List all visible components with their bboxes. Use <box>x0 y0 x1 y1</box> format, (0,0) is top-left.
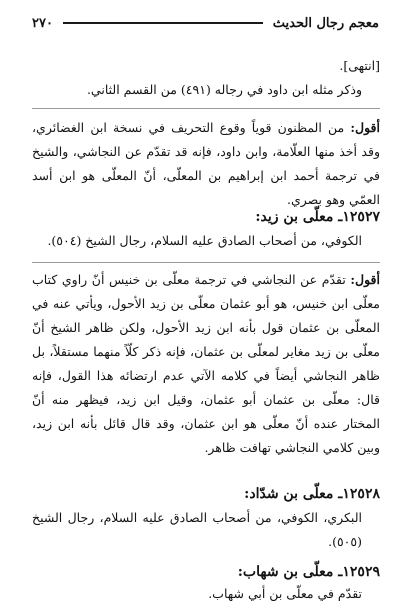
entry-desc-12528: البكري، الكوفي، من أصحاب الصادق عليه السلام، رجال الشيخ (٥٠٥). <box>32 510 362 549</box>
header-rule <box>63 22 263 24</box>
end-quote-marker: [انتهى]. <box>339 58 380 73</box>
ibn-dawud-line: وذكر مثله ابن داود في رجاله (٤٩١) من القسم الثاني. <box>86 82 362 97</box>
entry-desc-12527: الكوفي، من أصحاب الصادق عليه السلام، رجال الشيخ (٥٠٤). <box>47 233 362 248</box>
comment-text: تقدّم عن النجاشي في ترجمة معلّى بن خنيس أنّ راوي كتاب معلّى ابن خنيس، هو أبو عثمان معلّى بن زيد الأحول، ويأتي عنه في المعلّى بن عثمان قول بأنه ابن زيد الأحول، ولكن ظاهر الشيخ أنّ معلّى بن زيد مغاير لمعلّى بن عثمان، فإنه ذكر كلّاً منهما مستقلاً، بل ظاهر النجاشي أيضاً في كلامه الآتي عدم ارتضائه هذا القول، فإنه قال: معلّى بن عثمان أبو عثمان، وقيل ابن زيد، فيظهر منه أنّ المختار عنده أنّ معلّى هو ابن عثمان، وقد قال قائل بأنه ابن زيد، وبين كلامي النجاشي تهافت ظاهر. <box>32 272 380 455</box>
page-header <box>32 12 379 34</box>
note-paragraph <box>32 116 380 212</box>
section-divider <box>32 108 380 109</box>
entry-heading-12529: ١٢٥٢٩ـ معلّى بن شهاب: <box>237 564 380 580</box>
entry-comment-12527 <box>32 268 380 460</box>
entry-heading-12527: ١٢٥٢٧ـ معلّى بن زيد: <box>255 209 380 225</box>
entry-desc-12529: تقدّم في معلّى بن أبي شهاب. <box>208 586 362 601</box>
top-text <box>32 54 380 102</box>
running-title: معجم رجال الحديث <box>272 15 379 31</box>
note-text: من المظنون قوياً وقوع التحريف في نسخة ابن الغضائري، وقد أخذ منها العلّامة، وابن داود، فإنه قد تقدّم عن النجاشي، والشيخ في ترجمة أحمد ابن إبراهيم بن المعلّى، أنّ المعلّى هو ابن أسد العمّي وهو بصري. <box>32 120 380 207</box>
comment-label: أقول: <box>350 272 380 287</box>
entry-heading-12528: ١٢٥٢٨ـ معلّى بن شدّاد: <box>244 486 380 502</box>
page-number: ٢٧٠ <box>32 15 53 31</box>
section-divider <box>32 262 380 263</box>
note-label: أقول: <box>350 120 380 135</box>
